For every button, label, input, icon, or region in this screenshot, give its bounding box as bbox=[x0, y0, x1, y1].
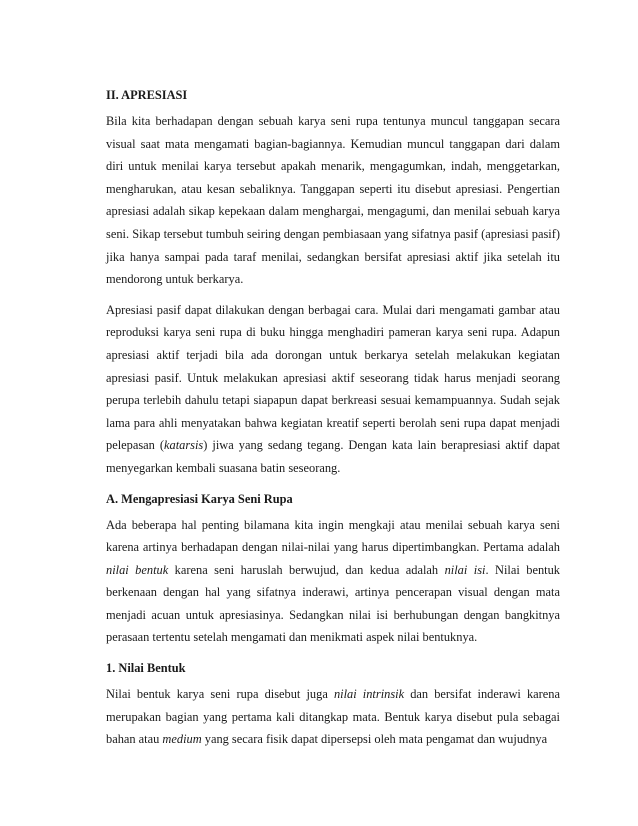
values-paragraph bbox=[106, 514, 560, 650]
katarsis-term: katarsis bbox=[164, 438, 204, 453]
section-title: II. APRESIASI bbox=[106, 88, 188, 102]
form-value-paragraph bbox=[106, 683, 560, 751]
passive-active-paragraph bbox=[106, 299, 560, 480]
p3-text-1: Ada beberapa hal penting bilamana kita ingin mengkaji atau menilai sebuah karya seni karena artinya berhadapan dengan nilai-nilai yang harus dipertimbangkan. Pertama adalah bbox=[106, 517, 560, 555]
intro-paragraph: Bila kita berhadapan dengan sebuah karya seni rupa tentunya muncul tanggapan secara visual saat mata mengamati bagian-bagiannya. Kemudian muncul tanggapan dari dalam diri untuk menilai karya tersebut apakah menarik, mengagumkan, indah, menggetarkan, mengharukan, atau kesan sebaliknya. Tanggapan seperti itu disebut apresiasi. Pengertian apresiasi adalah sikap kepekaan dalam menghargai, mengagumi, dan menilai sebuah karya seni. Sikap tersebut tumbuh seiring dengan pembiasaan yang sifatnya pasif (apresiasi pasif) jika hanya sampai pada taraf menilai, sedangkan bersifat apresiasi aktif jika setelah itu mendorong untuk berkarya. bbox=[106, 114, 560, 287]
nilai-bentuk-term: nilai bentuk bbox=[106, 562, 169, 577]
nilai-intrinsik-term: nilai intrinsik bbox=[333, 687, 405, 702]
p2-text-1: Apresiasi pasif dapat dilakukan dengan berbagai cara. Mulai dari mengamati gambar atau reproduksi karya seni rupa di buku hingga menghadiri pameran karya seni rupa. Adapun apresiasi aktif terjadi bila ada dorongan untuk berkarya setelah melakukan kegiatan apresiasi pasif. Untuk melakukan apresiasi aktif seseorang tidak harus menjadi seorang perupa terlebih dahulu tetapi siapapun dapat berkreasi sesuai kemampuannya. Sudah sejak lama para ahli menyatakan bahwa kegiatan kreatif seperti berolah seni rupa dapat menjadi pelepasan ( bbox=[106, 302, 560, 453]
p2-text-2: ) jiwa yang sedang tegang. Dengan kata lain berapresiasi aktif dapat menyegarkan kembali suasana batin seseorang. bbox=[106, 438, 560, 475]
p4-text-3: yang secara fisik dapat dipersepsi oleh mata pengamat dan wujudnya bbox=[201, 732, 548, 747]
p3-text-2: karena seni haruslah berwujud, dan kedua adalah bbox=[168, 562, 445, 577]
p4-text-1: Nilai bentuk karya seni rupa disebut juga bbox=[106, 687, 334, 702]
p3-text-3: . Nilai bentuk berkenaan dengan hal yang sifatnya inderawi, artinya pencerapan visual dengan mata menjadi acuan untuk apresiasinya. Sedangkan nilai isi berhubungan dengan bangkitnya perasaan tertentu setelah mengamati dan menikmati aspek nilai bentuknya. bbox=[106, 562, 561, 645]
document-page bbox=[106, 84, 560, 759]
p4-text-2: dan bersifat inderawi karena merupakan bagian yang pertama kali ditangkap mata. Bentuk karya disebut pula sebagai bahan atau bbox=[106, 687, 560, 747]
subsection-a-title: A. Mengapresiasi Karya Seni Rupa bbox=[106, 491, 293, 506]
medium-term: medium bbox=[162, 732, 202, 747]
nilai-isi-term: nilai isi bbox=[444, 562, 486, 577]
subsection-1-title: 1. Nilai Bentuk bbox=[106, 661, 186, 676]
